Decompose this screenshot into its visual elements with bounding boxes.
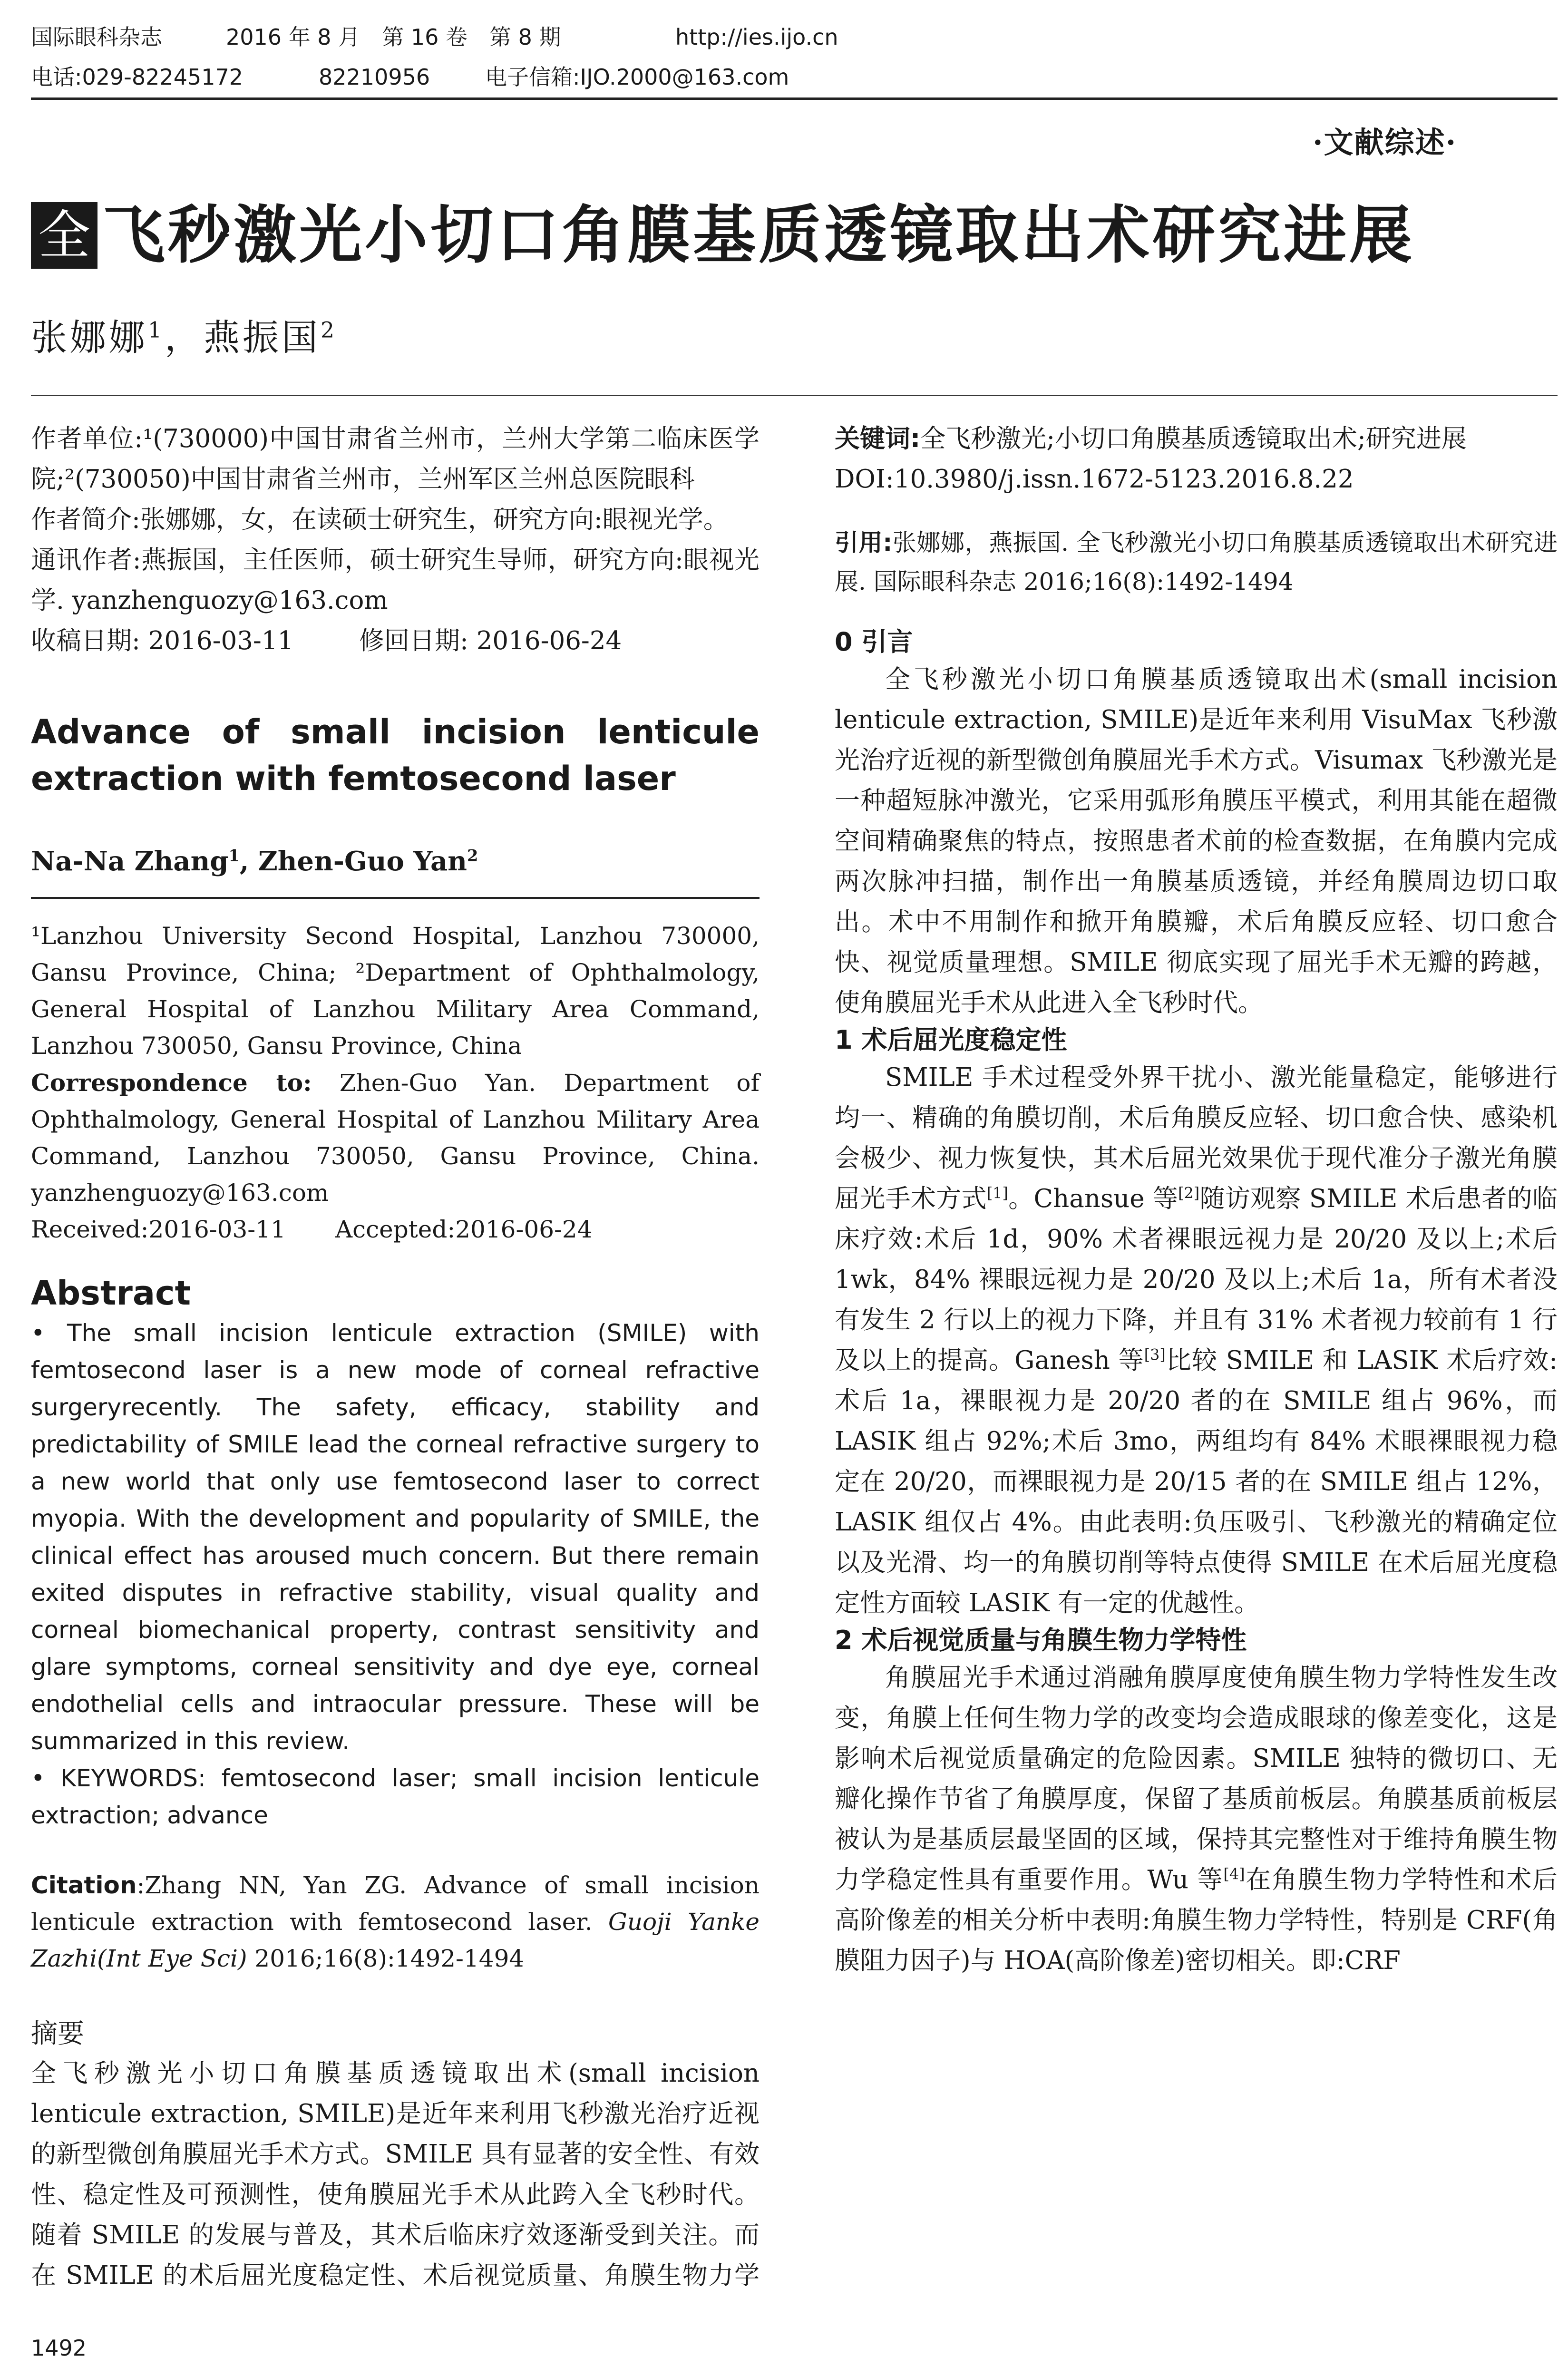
running-header-line2 [31, 63, 789, 91]
reference-4[interactable]: [4] [1223, 1865, 1245, 1883]
author-2: 燕振国 [204, 316, 321, 359]
email[interactable]: 电子信箱:IJO.2000@163.com [485, 64, 789, 90]
affiliation-cn: 作者单位:¹(730000)中国甘肃省兰州市，兰州大学第二临床医学院;²(730050)中国甘肃省兰州市，兰州军区兰州总医院眼科 [31, 424, 760, 494]
reference-2[interactable]: [2] [1178, 1184, 1200, 1202]
citation-en [31, 1867, 760, 1977]
author-bio: 作者简介:张娜娜，女，在读硕士研究生，研究方向:眼视光学。 [31, 505, 729, 534]
authors-en [31, 845, 760, 878]
correspondence-cn: 通讯作者:燕振国，主任医师，硕士研究生导师，研究方向:眼视光学. yanzhenguozy@163.com [31, 546, 760, 615]
section-2-text-b: 在角膜生物力学特性和术后高阶像差的相关分析中表明:角膜生物力学特性，特别是 CRF(角膜阻力因子)与 HOA(高阶像差)密切相关。即:CRF [835, 1865, 1558, 1975]
author-1-affil: 1 [148, 317, 165, 343]
reference-1[interactable]: [1] [986, 1184, 1008, 1202]
section-1-heading: 1 术后屈光度稳定性 [835, 1025, 1067, 1055]
abstract-heading: Abstract [31, 1274, 191, 1313]
abstract-cn-text: 全飞秒激光小切口角膜基质透镜取出术(small incision lenticule extraction, SMILE)是近年来利用飞秒激光治疗近视的新型微创角膜屈光手术方式。SMILE 具有显著的安全性、有效性、稳定性及可预测性，使角膜屈光手术从此跨入全飞秒时代。随着 SMILE 的发展与普及，其术后临床疗效逐渐受到关注。而在 SMILE 的术后屈光度稳定性、术后视觉质量、角膜生物力学 [31, 2059, 760, 2290]
correspondence-en [31, 1064, 760, 1211]
correspondence-label: Correspondence to: [31, 1069, 312, 1097]
citation-journal: Guoji Yanke Zazhi(Int Eye Sci) [31, 1908, 760, 1972]
correspondence-text: Zhen-Guo Yan. Department of Ophthalmology, General Hospital of Lanzhou Military Area Command, Lanzhou 730050, Gansu Province, China. yanzhenguozy@163.com [31, 1069, 760, 1207]
author-2-affil: 2 [321, 317, 338, 343]
revised-date-cn: 修回日期: 2016-06-24 [359, 626, 622, 655]
journal-url[interactable]: http://ies.ijo.cn [675, 24, 838, 50]
received-date-cn: 收稿日期: 2016-03-11 [31, 626, 294, 655]
authors-en-rule [31, 878, 760, 899]
section-1-text-d: 比较 SMILE 和 LASIK 术后疗效:术后 1a，裸眼视力是 20/20 者的在 SMILE 组占 96%，而 LASIK 组占 92%;术后 3mo，两组均有 84% 术眼裸眼视力稳定在 20/20，而裸眼视力是 20/15 者的在 SMILE 组占 12%，LASIK 组仅占 4%。由此表明:负压吸引、飞秒激光的精确定位以及光滑、均一的角膜切削等特点使得 SMILE 在术后屈光度稳定性方面较 LASIK 有一定的优越性。 [835, 1346, 1558, 1617]
abstract-body: • The small incision lenticule extraction (SMILE) with femtosecond laser is a new mode of corneal refractive surgeryrecently. The safety, efficacy, stability and predictability of SMILE lead the corneal refractive surgery to a new world that only use femtosecond laser to correct myopia. With the development and popularity of SMILE, the clinical effect has aroused much concern. But there remain exited disputes in refractive stability, visual quality and corneal biomechanical property, contrast sensitivity and glare symptoms, corneal sensitivity and dye eye, corneal endothelial cells and intraocular pressure. These will be summarized in this review. [31, 1319, 760, 1755]
telephone: 电话:029-82245172 [31, 64, 243, 90]
keywords-cn-text: 全飞秒激光;小切口角膜基质透镜取出术;研究进展 [920, 424, 1467, 453]
right-column [835, 419, 1558, 1981]
keywords-cn-label: 关键词: [835, 424, 921, 453]
author-en-1: Na-Na Zhang [31, 846, 229, 877]
citation-label: Citation [31, 1871, 137, 1899]
section-1-text-b: 。Chansue 等 [1008, 1184, 1178, 1213]
english-title: Advance of small incision lenticule extraction with femtosecond laser [31, 712, 760, 798]
dates-en [31, 1211, 760, 1248]
citation-cn [835, 523, 1558, 601]
left-column [31, 419, 760, 2296]
doi[interactable]: DOI:10.3980/j.issn.1672-5123.2016.8.22 [835, 465, 1354, 494]
citation-pre: :Zhang NN, Yan ZG. Advance of small incision lenticule extraction with femtosecond laser. [31, 1871, 760, 1936]
section-1-text-c: 随访观察 SMILE 术后患者的临床疗效:术后 1d，90% 术者裸眼远视力是 20/20 及以上;术后 1wk，84% 裸眼远视力是 20/20 及以上;术后 1a，所有术者没有发生 2 行以上的视力下降，并且有 31% 术者视力较前有 1 行及以上的提高。Ganesh 等 [835, 1184, 1558, 1375]
abstract-cn-body-left [31, 2053, 760, 2296]
telephone-2: 82210956 [319, 64, 430, 90]
intro-body: 全飞秒激光小切口角膜基质透镜取出术(small incision lenticule extraction, SMILE)是近年来利用 VisuMax 飞秒激光治疗近视的新型微创角膜屈光手术方式。Visumax 飞秒激光是一种超短脉冲激光，它采用弧形角膜压平模式，利用其能在超微空间精确聚焦的特点，按照患者术前的检查数据，在角膜内完成两次脉冲扫描，制作出一角膜基质透镜，并经角膜周边切口取出。术中不用制作和掀开角膜瓣，术后角膜反应轻、切口愈合快、视觉质量理想。SMILE 彻底实现了屈光手术无瓣的跨越，使角膜屈光手术从此进入全飞秒时代。 [835, 665, 1558, 1017]
authors-rule [31, 395, 1558, 396]
citation-post: 2016;16(8):1492-1494 [247, 1945, 525, 1972]
authors-cn [31, 314, 337, 361]
intro-heading: 0 引言 [835, 627, 913, 657]
running-header-line1 [31, 23, 838, 51]
section-1-body [835, 1057, 1558, 1623]
section-tag: ·文献综述· [1313, 125, 1457, 160]
abstract-cn-heading: 摘要 [31, 2018, 84, 2049]
reference-3[interactable]: [3] [1144, 1346, 1166, 1364]
author-en-1-affil: 1 [228, 846, 240, 865]
citation-cn-label: 引用: [835, 529, 893, 556]
received-date-en: Received:2016-03-11 [31, 1216, 286, 1243]
keywords-cn [835, 419, 1558, 459]
affiliation-en: ¹Lanzhou University Second Hospital, Lanzhou 730000, Gansu Province, China; ²Department of Ophthalmology, General Hospital of Lanzhou Military Area Command, Lanzhou 730050, Gansu Province, China [31, 922, 760, 1060]
author-sep: ， [165, 316, 204, 359]
issue-info: 2016 年 8 月 第 16 卷 第 8 期 [226, 24, 561, 50]
author-en-sep: , [239, 846, 258, 877]
title-badge: 全 [31, 202, 97, 269]
section-2-heading: 2 术后视觉质量与角膜生物力学特性 [835, 1625, 1247, 1655]
accepted-date-en: Accepted:2016-06-24 [335, 1216, 593, 1243]
section-2-text-a: 角膜屈光手术通过消融角膜厚度使角膜生物力学特性发生改变，角膜上任何生物力学的改变均会造成眼球的像差变化，这是影响术后视觉质量确定的危险因素。SMILE 独特的微切口、无瓣化操作节省了角膜厚度，保留了基质前板层。角膜基质前板层被认为是基质层最坚固的区域，保持其完整性对于维持角膜生物力学稳定性具有重要作用。Wu 等 [835, 1663, 1558, 1894]
section-2-body [835, 1657, 1558, 1981]
author-en-2: Zhen-Guo Yan [258, 846, 467, 877]
page-title: 飞秒激光小切口角膜基质透镜取出术研究进展 [102, 199, 1415, 272]
section-1-text-a: SMILE 手术过程受外界干扰小、激光能量稳定，能够进行均一、精确的角膜切削，术后角膜反应轻、切口愈合快、感染机会极少、视力恢复快，其术后屈光效果优于现代准分子激光角膜屈光手术方式 [835, 1063, 1558, 1213]
citation-cn-text: 张娜娜，燕振国. 全飞秒激光小切口角膜基质透镜取出术研究进展. 国际眼科杂志 2016;16(8):1492-1494 [835, 529, 1558, 595]
page-number: 1492 [31, 2335, 87, 2361]
author-en-2-affil: 2 [467, 846, 478, 865]
dates-cn [31, 621, 760, 661]
keywords-en: • KEYWORDS: femtosecond laser; small incision lenticule extraction; advance [31, 1764, 760, 1829]
journal-name: 国际眼科杂志 [31, 24, 162, 50]
header-rule [31, 97, 1558, 100]
author-1: 张娜娜 [31, 316, 148, 359]
